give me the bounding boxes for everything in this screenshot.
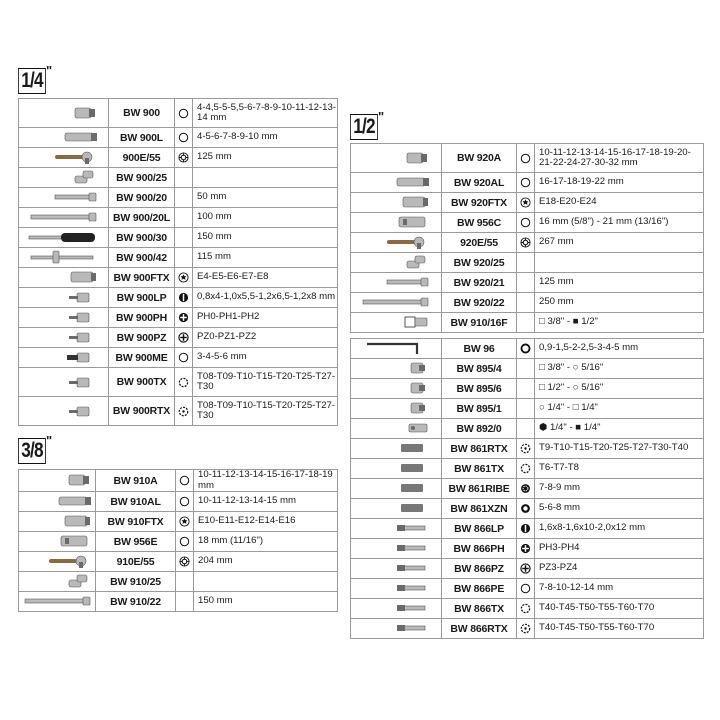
part-sizes: 0,8x4-1,0x5,5-1,2x6,5-1,2x8 mm [193, 288, 338, 308]
empty-symbol-cell [517, 313, 535, 333]
universal-joint-icon [19, 168, 109, 188]
part-code: BW 920/21 [442, 273, 517, 293]
pozidriv-icon [175, 328, 193, 348]
part-code: BW 861RIBE [442, 479, 517, 499]
part-sizes: 204 mm [194, 552, 338, 572]
empty-symbol-cell [517, 399, 535, 419]
bit-icon [351, 499, 442, 519]
inch-mark: " [378, 109, 385, 124]
part-sizes: E4-E5-E6-E7-E8 [193, 268, 338, 288]
bit-long-icon [351, 519, 442, 539]
table-row [351, 213, 704, 233]
table-row [351, 313, 704, 333]
bit-icon [351, 459, 442, 479]
part-sizes: □ 3/8" - ■ 1/2" [535, 313, 704, 333]
ratchet-icon [19, 552, 96, 572]
part-code: BW 866LP [442, 519, 517, 539]
table-row [19, 572, 338, 592]
empty-symbol-cell [517, 273, 535, 293]
part-sizes: PH3-PH4 [535, 539, 704, 559]
screwdriver-handle-icon [19, 228, 109, 248]
part-sizes: 16 mm (5/8") - 21 mm (13/16") [535, 213, 704, 233]
part-sizes: PH0-PH1-PH2 [193, 308, 338, 328]
part-code: BW 861XZN [442, 499, 517, 519]
hex-open-icon [517, 144, 535, 173]
socket-short-icon [19, 99, 109, 128]
part-code: BW 866TX [442, 599, 517, 619]
table-row [351, 619, 704, 639]
part-sizes: 4-5-6-7-8-9-10 mm [193, 128, 338, 148]
part-code: BW 900LP [109, 288, 175, 308]
table-row [351, 479, 704, 499]
bit-socket-icon [19, 397, 109, 426]
phillips-icon [517, 539, 535, 559]
extension-short-icon [19, 188, 109, 208]
part-code: BW 900L [109, 128, 175, 148]
bit-adapter-icon [351, 359, 442, 379]
empty-symbol-cell [517, 379, 535, 399]
hex-open-icon [176, 492, 194, 512]
part-code: 910E/55 [96, 552, 176, 572]
part-sizes: □ 3/8" - ○ 5/16" [535, 359, 704, 379]
empty-symbol-cell [175, 168, 193, 188]
part-sizes: 3-4-5-6 mm [193, 348, 338, 368]
spark-socket-icon [351, 213, 442, 233]
bit-icon [351, 439, 442, 459]
bit-adapter-icon [351, 379, 442, 399]
part-code: BW 956C [442, 213, 517, 233]
part-sizes: 267 mm [535, 233, 704, 253]
part-sizes: 18 mm (11/16") [194, 532, 338, 552]
section-header-three-eighth-inch [18, 433, 53, 464]
ratchet-icon [19, 148, 109, 168]
part-code: BW 920A [442, 144, 517, 173]
torx-icon [175, 368, 193, 397]
socket-short-icon [351, 144, 442, 173]
part-code: 920E/55 [442, 233, 517, 253]
ratchet-gear-icon [175, 148, 193, 168]
ratchet-icon [351, 233, 442, 253]
table-row [19, 348, 338, 368]
hex-open-icon [175, 348, 193, 368]
extension-long-icon [19, 592, 96, 612]
torx-icon [517, 459, 535, 479]
section-label: 1/2 [350, 114, 378, 140]
slotted-icon [517, 519, 535, 539]
adapter-icon [351, 313, 442, 333]
part-code: BW 920/22 [442, 293, 517, 313]
empty-symbol-cell [517, 293, 535, 313]
part-sizes: 150 mm [193, 228, 338, 248]
empty-symbol-cell [175, 208, 193, 228]
part-sizes: T40-T45-T50-T55-T60-T70 [535, 619, 704, 639]
bit-holder-icon [351, 419, 442, 439]
part-sizes: □ 1/2" - ○ 5/16" [535, 379, 704, 399]
part-sizes: 7-8-10-12-14 mm [535, 579, 704, 599]
part-code: BW 900/42 [109, 248, 175, 268]
part-sizes: 10-11-12-13-14-15-16-17-18-19-20-21-22-24-27-30-32 mm [535, 144, 704, 173]
empty-symbol-cell [517, 253, 535, 273]
table-row [19, 188, 338, 208]
bit-socket-icon [19, 328, 109, 348]
xzn-icon [517, 499, 535, 519]
part-sizes: E18-E20-E24 [535, 193, 704, 213]
table-row [19, 552, 338, 572]
section-label: 3/8 [18, 438, 46, 464]
table-row [351, 293, 704, 313]
part-code: BW 920AL [442, 173, 517, 193]
table-row [19, 288, 338, 308]
part-sizes: 10-11-12-13-14-15-16-17-18-19 mm [194, 470, 338, 492]
part-code: BW 861RTX [442, 439, 517, 459]
part-code: BW 910FTX [96, 512, 176, 532]
table-row [19, 512, 338, 532]
parts-table-quarter-inch [18, 98, 338, 426]
table-row [351, 193, 704, 213]
phillips-icon [175, 308, 193, 328]
part-code: BW 900/20L [109, 208, 175, 228]
extension-long-icon [19, 208, 109, 228]
part-sizes: 16-17-18-19-22 mm [535, 173, 704, 193]
part-code: BW 866PZ [442, 559, 517, 579]
part-code: BW 956E [96, 532, 176, 552]
table-row [351, 253, 704, 273]
section-header-quarter-inch [18, 63, 53, 94]
table-row [351, 419, 704, 439]
table-row [351, 273, 704, 293]
table-row [19, 228, 338, 248]
hex-bold-icon [517, 339, 535, 359]
bit-socket-icon [19, 288, 109, 308]
torx-socket-icon [19, 512, 96, 532]
table-row [19, 268, 338, 288]
table-row [19, 470, 338, 492]
hex-bit-socket-icon [19, 348, 109, 368]
part-code: BW 900TX [109, 368, 175, 397]
part-sizes: 125 mm [193, 148, 338, 168]
table-row [19, 328, 338, 348]
part-sizes: 0,9-1,5-2-2,5-3-4-5 mm [535, 339, 704, 359]
hex-open-icon [517, 579, 535, 599]
hex-open-icon [176, 470, 194, 492]
part-code: BW 96 [442, 339, 517, 359]
part-code: BW 900PZ [109, 328, 175, 348]
part-sizes: T9-T10-T15-T20-T25-T27-T30-T40 [535, 439, 704, 459]
table-row [19, 592, 338, 612]
part-code: BW 910/25 [96, 572, 176, 592]
part-code: BW 900/30 [109, 228, 175, 248]
parts-table-half-inch-bits [350, 338, 704, 639]
torx-female-icon [517, 193, 535, 213]
part-code: BW 861TX [442, 459, 517, 479]
table-row [351, 519, 704, 539]
table-row [351, 439, 704, 459]
part-sizes: 4-4,5-5-5,5-6-7-8-9-10-11-12-13-14 mm [193, 99, 338, 128]
bit-socket-icon [19, 308, 109, 328]
section-label: 1/4 [18, 68, 46, 94]
part-code: BW 900 [109, 99, 175, 128]
part-sizes: 250 mm [535, 293, 704, 313]
table-row [351, 233, 704, 253]
part-sizes: 100 mm [193, 208, 338, 228]
ribe-icon [517, 479, 535, 499]
slotted-icon [175, 288, 193, 308]
table-row [19, 168, 338, 188]
table-row [351, 399, 704, 419]
part-sizes: T6-T7-T8 [535, 459, 704, 479]
table-row [351, 379, 704, 399]
allen-key-icon [351, 339, 442, 359]
bit-long-icon [351, 619, 442, 639]
hex-open-icon [517, 213, 535, 233]
torx-female-icon [176, 512, 194, 532]
part-code: BW 895/4 [442, 359, 517, 379]
part-code: BW 900/25 [109, 168, 175, 188]
table-row [19, 492, 338, 512]
part-sizes: 5-6-8 mm [535, 499, 704, 519]
part-code: BW 866PH [442, 539, 517, 559]
part-sizes: ○ 1/4" - □ 1/4" [535, 399, 704, 419]
part-sizes: 1,6x8-1,6x10-2,0x12 mm [535, 519, 704, 539]
part-sizes: 10-11-12-13-14-15 mm [194, 492, 338, 512]
table-row [19, 397, 338, 426]
hex-open-icon [176, 532, 194, 552]
bit-icon [351, 479, 442, 499]
empty-symbol-cell [175, 188, 193, 208]
table-row [19, 368, 338, 397]
t-bar-icon [19, 248, 109, 268]
hex-open-icon [175, 99, 193, 128]
torx-female-icon [175, 268, 193, 288]
part-sizes: PZ0-PZ1-PZ2 [193, 328, 338, 348]
part-sizes: T08-T09-T10-T15-T20-T25-T27-T30 [193, 397, 338, 426]
table-row [351, 339, 704, 359]
torx-socket-icon [19, 268, 109, 288]
empty-symbol-cell [517, 359, 535, 379]
part-sizes: E10-E11-E12-E14-E16 [194, 512, 338, 532]
table-row [351, 173, 704, 193]
table-row [19, 308, 338, 328]
part-code: BW 910AL [96, 492, 176, 512]
part-code: BW 920FTX [442, 193, 517, 213]
part-sizes: 7-8-9 mm [535, 479, 704, 499]
bit-adapter-icon [351, 399, 442, 419]
socket-long-icon [19, 128, 109, 148]
part-code: BW 900PH [109, 308, 175, 328]
socket-long-icon [351, 173, 442, 193]
table-row [351, 559, 704, 579]
part-code: BW 900RTX [109, 397, 175, 426]
part-sizes: 115 mm [193, 248, 338, 268]
part-code: BW 895/1 [442, 399, 517, 419]
universal-joint-icon [19, 572, 96, 592]
part-code: BW 866PE [442, 579, 517, 599]
table-row [351, 459, 704, 479]
part-sizes: 125 mm [535, 273, 704, 293]
ratchet-gear-icon [176, 552, 194, 572]
empty-symbol-cell [176, 572, 194, 592]
ratchet-gear-icon [517, 233, 535, 253]
part-code: BW 910/22 [96, 592, 176, 612]
table-row [351, 499, 704, 519]
table-row [19, 208, 338, 228]
table-row [351, 599, 704, 619]
part-code: BW 900ME [109, 348, 175, 368]
section-header-half-inch [350, 109, 385, 140]
extension-short-icon [351, 273, 442, 293]
table-row [19, 248, 338, 268]
part-sizes: T40-T45-T50-T55-T60-T70 [535, 599, 704, 619]
bit-socket-icon [19, 368, 109, 397]
part-code: BW 900FTX [109, 268, 175, 288]
part-sizes [193, 168, 338, 188]
part-code: BW 895/6 [442, 379, 517, 399]
table-row [351, 144, 704, 173]
table-row [19, 99, 338, 128]
torx-tamper-icon [517, 439, 535, 459]
torx-icon [517, 599, 535, 619]
empty-symbol-cell [176, 592, 194, 612]
inch-mark: " [46, 63, 53, 78]
pozidriv-icon [517, 559, 535, 579]
table-row [351, 579, 704, 599]
bit-long-icon [351, 599, 442, 619]
spark-socket-icon [19, 532, 96, 552]
bit-long-icon [351, 579, 442, 599]
bit-long-icon [351, 539, 442, 559]
part-code: BW 900/20 [109, 188, 175, 208]
part-sizes: 50 mm [193, 188, 338, 208]
socket-long-icon [19, 492, 96, 512]
table-row [19, 532, 338, 552]
torx-tamper-icon [517, 619, 535, 639]
part-code: BW 892/0 [442, 419, 517, 439]
part-sizes: 150 mm [194, 592, 338, 612]
inch-mark: " [46, 433, 53, 448]
parts-table-three-eighth-inch [18, 469, 338, 612]
hex-open-icon [517, 173, 535, 193]
part-sizes [194, 572, 338, 592]
socket-short-icon [19, 470, 96, 492]
hex-open-icon [175, 128, 193, 148]
table-row [351, 539, 704, 559]
table-row [19, 128, 338, 148]
part-code: BW 910/16F [442, 313, 517, 333]
part-sizes: PZ3-PZ4 [535, 559, 704, 579]
part-sizes: T08-T09-T10-T15-T20-T25-T27-T30 [193, 368, 338, 397]
part-code: BW 866RTX [442, 619, 517, 639]
empty-symbol-cell [175, 228, 193, 248]
bit-long-icon [351, 559, 442, 579]
table-row [351, 359, 704, 379]
part-sizes [535, 253, 704, 273]
extension-long-icon [351, 293, 442, 313]
part-code: BW 920/25 [442, 253, 517, 273]
universal-joint-icon [351, 253, 442, 273]
empty-symbol-cell [517, 419, 535, 439]
table-row [19, 148, 338, 168]
parts-table-half-inch-sockets [350, 143, 704, 333]
part-code: 900E/55 [109, 148, 175, 168]
torx-tamper-icon [175, 397, 193, 426]
part-code: BW 910A [96, 470, 176, 492]
torx-socket-icon [351, 193, 442, 213]
empty-symbol-cell [175, 248, 193, 268]
part-sizes: ⬢ 1/4" - ■ 1/4" [535, 419, 704, 439]
